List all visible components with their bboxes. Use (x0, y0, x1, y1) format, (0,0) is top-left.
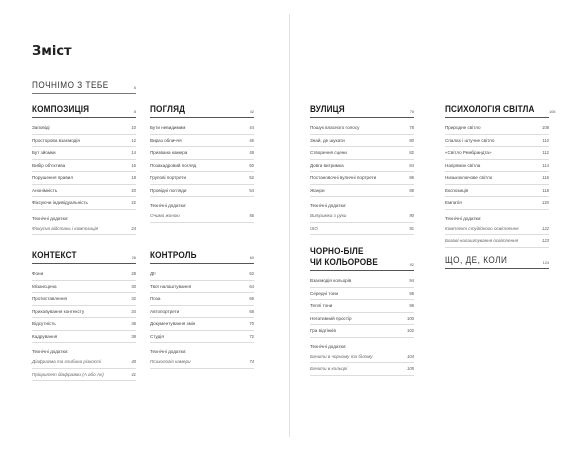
toc-item[interactable] (32, 147, 136, 160)
toc-item-label: Витримка з руки (310, 213, 347, 218)
toc-item-page: 90 (409, 213, 414, 218)
toc-item-label: Поза (150, 296, 161, 301)
toc-item-label: Приховування контексту (32, 308, 85, 314)
toc-item-page: 102 (407, 328, 414, 333)
section-page-number: 26 (131, 256, 136, 260)
toc-item-page: 28 (131, 271, 136, 276)
toc-item-label: Групові портрети (150, 175, 187, 180)
right-page (290, 0, 580, 451)
left-page (0, 0, 289, 451)
toc-item[interactable] (310, 275, 414, 288)
tech-appendix-item[interactable] (310, 351, 414, 364)
toc-item-page: 50 (249, 162, 254, 168)
toc-item-label: Довга витримка (310, 162, 344, 168)
toc-item-label: Порушення правил (32, 175, 74, 180)
toc-item[interactable] (150, 122, 254, 135)
toc-item[interactable] (310, 288, 414, 301)
toc-item-page: 94 (409, 278, 414, 283)
toc-item-label: Просторова взаємодія (32, 137, 80, 143)
toc-item-page: 54 (249, 187, 254, 193)
section-page-number: 8 (133, 110, 136, 114)
toc-item-page: 114 (542, 162, 549, 168)
toc-item-label: Бачити в чорному та білому (310, 353, 373, 359)
toc-section (32, 250, 136, 381)
toc-item[interactable] (32, 306, 136, 319)
toc-item[interactable] (150, 160, 254, 173)
toc-item-label: Фони (32, 271, 44, 276)
toc-section (150, 250, 254, 369)
section-title-line: КОНТЕКСТ (32, 250, 77, 261)
toc-item-label: Гра відтінків (310, 328, 336, 333)
toc-item[interactable] (32, 160, 136, 173)
toc-section (310, 246, 414, 376)
toc-item-page: 64 (249, 283, 254, 289)
toc-item[interactable] (310, 325, 414, 338)
toc-item-page: 66 (249, 296, 254, 301)
toc-item-page: 24 (131, 225, 136, 231)
toc-item-page: 68 (249, 308, 254, 314)
toc-item-label: Теплі тони (310, 303, 333, 308)
section-heading[interactable] (32, 104, 136, 118)
toc-item[interactable] (150, 185, 254, 198)
toc-item-page: 98 (409, 303, 414, 308)
toc-item[interactable] (310, 160, 414, 173)
toc-item-page: 48 (249, 150, 254, 155)
section-page-number: 60 (249, 256, 254, 260)
toc-item-label: Створення сцени (310, 150, 347, 155)
toc-item-page: 105 (407, 366, 414, 371)
toc-item[interactable] (32, 197, 136, 210)
toc-item-label: Постановочні вуличні портрети (310, 175, 377, 180)
toc-item[interactable] (32, 318, 136, 331)
toc-item-label: Протиставлення (32, 296, 68, 301)
toc-item-page: 82 (409, 150, 414, 155)
section-title: ПОЧНІМО З ТЕБЕ (32, 80, 109, 91)
section-heading[interactable] (150, 250, 254, 264)
toc-item-page: 34 (131, 308, 136, 314)
toc-item-page: 112 (542, 150, 549, 155)
section-heading[interactable] (310, 246, 414, 271)
toc-item[interactable] (310, 147, 414, 160)
tech-appendix-item[interactable] (32, 369, 136, 382)
section-title (32, 104, 89, 115)
toc-item-page: 120 (542, 200, 549, 205)
toc-item-page: 96 (409, 290, 414, 296)
toc-item-page: 32 (131, 296, 136, 301)
toc-item-page: 108 (542, 125, 549, 130)
toc-item-label: Природне світло (445, 125, 481, 130)
tech-appendix-item[interactable] (310, 223, 414, 236)
section-title-line: ВУЛИЦЯ (310, 104, 345, 115)
tech-appendix-item[interactable] (32, 223, 136, 236)
page-title: Зміст (32, 44, 72, 59)
section-heading[interactable] (150, 104, 254, 118)
toc-item-label: Фіксуючи індивідуальність (32, 200, 88, 205)
toc-item-label: Позакадровий погляд (150, 162, 197, 168)
toc-item-page: 14 (131, 150, 136, 155)
section-title (310, 104, 345, 115)
tech-appendix-item[interactable] (310, 210, 414, 223)
toc-item[interactable] (150, 293, 254, 306)
section-page-number: 42 (249, 110, 254, 114)
section-title (150, 104, 185, 115)
section-page-number: 6 (133, 86, 136, 90)
section-title-line: КОМПОЗИЦІЯ (32, 104, 90, 115)
tech-appendix-item[interactable] (150, 356, 254, 369)
toc-item-page: 122 (542, 225, 549, 231)
toc-item-label: Заповіді (32, 125, 50, 130)
toc-item-page: 52 (249, 175, 254, 180)
tech-appendix-label: Технічні додатки: (310, 343, 347, 349)
toc-item-page: 118 (542, 187, 549, 193)
toc-item[interactable] (150, 331, 254, 344)
tech-appendix-label: Технічні додатки: (310, 203, 347, 208)
toc-item-page: 10 (131, 125, 136, 130)
toc-item-page: 86 (409, 175, 414, 180)
toc-item[interactable] (32, 268, 136, 281)
toc-item-page: 41 (131, 371, 136, 377)
toc-item-label: Експозиція (445, 187, 469, 193)
section-title (150, 250, 197, 261)
tech-appendix-item[interactable] (32, 356, 136, 369)
section-heading[interactable] (32, 250, 136, 264)
toc-item[interactable] (310, 313, 414, 326)
toc-item[interactable] (32, 331, 136, 344)
toc-section (32, 104, 136, 235)
toc-section (310, 104, 414, 235)
section-page-number: 106 (549, 110, 556, 114)
toc-item[interactable] (150, 306, 254, 319)
toc-item[interactable] (32, 293, 136, 306)
toc-item[interactable] (445, 160, 549, 173)
tech-appendix-label: Технічні додатки: (150, 349, 187, 354)
toc-item-page: 56 (249, 213, 254, 218)
toc-item[interactable] (445, 135, 549, 148)
toc-item-page: 110 (542, 137, 549, 143)
toc-item-label: ДІ! (150, 271, 156, 276)
toc-item[interactable] (310, 122, 414, 135)
toc-item-page: 74 (249, 359, 254, 364)
toc-item[interactable] (150, 135, 254, 148)
section-heading (32, 80, 136, 94)
toc-item-label: Психологія камери (150, 359, 191, 364)
toc-item-label: ISO (310, 225, 318, 231)
toc-item-page: 80 (409, 137, 414, 143)
toc-item-page: 44 (249, 125, 254, 130)
toc-item-label: Взаємодія кольорів (310, 278, 352, 283)
toc-item-page: 88 (409, 187, 414, 193)
section-page-number: 76 (409, 110, 414, 114)
toc-item-page: 62 (249, 271, 254, 276)
toc-section (150, 104, 254, 223)
toc-item[interactable] (310, 135, 414, 148)
toc-item-label: Пошук власного голосу (310, 125, 360, 130)
tech-appendix-label: Технічні додатки: (150, 203, 187, 208)
section-title (310, 246, 378, 268)
toc-item-label: Бачити в кольорі (310, 366, 348, 371)
section-heading (445, 255, 549, 269)
toc-item[interactable] (445, 147, 549, 160)
toc-item-page: 84 (409, 162, 414, 168)
toc-item-page: 12 (131, 137, 136, 143)
tech-appendix-label: Технічні додатки: (32, 349, 69, 354)
toc-item[interactable] (445, 197, 549, 210)
toc-item-label: Негативний простір (310, 315, 352, 321)
toc-item-page: 36 (131, 321, 136, 326)
toc-item-label: Відсутність (32, 321, 56, 326)
toc-item-label: Спалах і штучне світло (445, 137, 495, 143)
toc-item-label: Фокусна відстань і композиція (32, 225, 99, 231)
toc-section (445, 104, 556, 248)
section-heading[interactable] (310, 104, 414, 118)
toc-item-label: Середні тони (310, 290, 339, 296)
tech-appendix-item[interactable] (310, 363, 414, 376)
toc-item-page: 40 (131, 359, 136, 364)
toc-item-page: 100 (407, 315, 414, 321)
section-title: ЩО, ДЕ, КОЛИ (445, 255, 508, 266)
toc-item[interactable] (150, 318, 254, 331)
toc-item-page: 70 (249, 321, 254, 326)
section-title-line: ПСИХОЛОГІЯ СВІТЛА (445, 104, 535, 115)
section-title (445, 104, 535, 115)
toc-item[interactable] (32, 122, 136, 135)
toc-item-label: Знай, де шукати (310, 137, 345, 143)
toc-item-page: 78 (409, 125, 414, 130)
toc-item-label: Вираз обличчя (150, 137, 182, 143)
toc-item[interactable] (32, 281, 136, 294)
toc-item-label: Документування змін (150, 321, 196, 326)
toc-item-label: Вибір об'єктива (32, 162, 66, 168)
toc-item-label: Напрямок світла (445, 162, 481, 168)
toc-item-label: Студія (150, 333, 164, 339)
toc-item[interactable] (32, 135, 136, 148)
toc-item[interactable] (445, 185, 549, 198)
toc-item[interactable] (32, 172, 136, 185)
toc-item-label: Твої налаштування (150, 283, 192, 289)
toc-item-page: 123 (542, 238, 549, 243)
toc-item-label: Очима жоною (150, 213, 180, 218)
toc-item-page: 116 (542, 175, 549, 180)
toc-item-label: Емпатія (445, 200, 462, 205)
toc-item-label: Бут зйомки (32, 150, 56, 155)
toc-entry-final[interactable] (445, 255, 549, 269)
toc-item-label: Кадрування (32, 333, 58, 339)
toc-item-label: Діафрагма та глибина різкості (32, 359, 101, 364)
section-heading[interactable] (445, 104, 556, 118)
toc-item[interactable] (150, 172, 254, 185)
toc-item-label: Призвана камера (150, 150, 188, 155)
toc-item-label: Бути невидимим (150, 125, 186, 130)
tech-appendix-item[interactable] (445, 235, 549, 248)
section-title-line: ЧОРНО-БІЛЕ (310, 246, 364, 257)
tech-appendix-label: Технічні додатки: (32, 215, 69, 221)
tech-appendix-item[interactable] (150, 210, 254, 223)
tech-appendix-item[interactable] (445, 223, 549, 236)
toc-item[interactable] (150, 268, 254, 281)
toc-item[interactable] (150, 147, 254, 160)
toc-item-page: 22 (131, 200, 136, 205)
toc-item-label: Мізансцена (32, 283, 57, 289)
toc-item-page: 46 (249, 137, 254, 143)
toc-item-page: 72 (249, 333, 254, 339)
toc-item-page: 38 (131, 333, 136, 339)
section-title-line: ПОГЛЯД (150, 104, 186, 115)
section-title (32, 250, 77, 261)
toc-item[interactable] (310, 185, 414, 198)
toc-item[interactable] (310, 172, 414, 185)
toc-item[interactable] (445, 122, 549, 135)
toc-item-label: Базові налаштування освітлення (445, 238, 519, 243)
section-title-line: КОНТРОЛЬ (150, 250, 197, 261)
toc-item-page: 20 (131, 187, 136, 193)
toc-item-label: Комплект студійного освітлення (445, 225, 519, 231)
toc-item[interactable] (445, 172, 549, 185)
section-page-number: 92 (409, 263, 414, 267)
section-page-number: 124 (542, 261, 549, 265)
toc-item-page: 30 (131, 283, 136, 289)
toc-item-label: Пріоритет діафрагми (A або Av) (32, 371, 104, 377)
toc-item-page: 16 (131, 162, 136, 168)
toc-entry-intro[interactable] (32, 80, 136, 94)
toc-item-label: Автопортрети (150, 308, 180, 314)
toc-item[interactable] (310, 300, 414, 313)
toc-item-label: Анонімність (32, 187, 58, 193)
toc-item[interactable] (150, 281, 254, 294)
toc-item-page: 91 (409, 225, 414, 231)
toc-item-label: «Світло Рембрандта» (445, 150, 492, 155)
section-title-line: ЧИ КОЛЬОРОВЕ (310, 257, 378, 268)
toc-item-label: Провідні погляди (150, 187, 187, 193)
toc-item-label: Жанри (310, 187, 325, 193)
tech-appendix-label: Технічні додатки: (445, 215, 482, 221)
toc-item-page: 104 (407, 353, 414, 359)
toc-item-page: 18 (131, 175, 136, 180)
toc-item-label: Низькоключове світло (445, 175, 493, 180)
toc-item[interactable] (32, 185, 136, 198)
